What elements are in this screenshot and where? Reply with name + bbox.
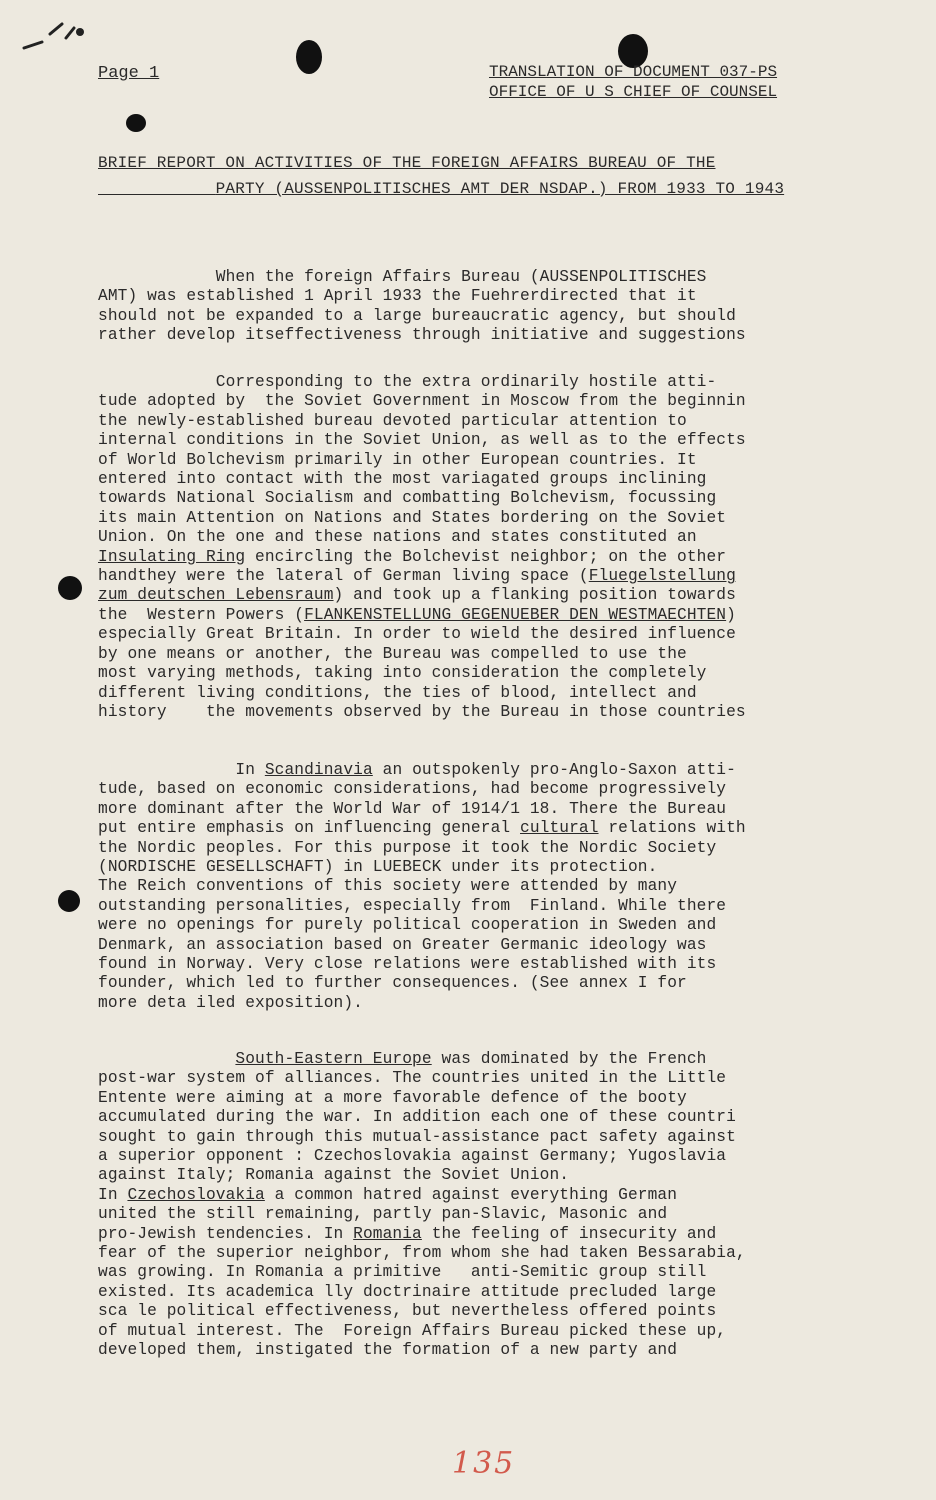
term-insulating-ring: Insulating Ring [98, 547, 246, 566]
punch-hole-top [296, 40, 322, 74]
paragraph-scandinavia [98, 761, 878, 1013]
punch-hole-left-middle [58, 576, 82, 600]
page-number-label: Page 1 [98, 64, 160, 83]
punch-hole-left-upper [126, 114, 146, 132]
paragraph-scandinavia-text-a: In [98, 761, 265, 779]
paragraph-see-text-d: the feeling of insecurity and fear of the superior neighbor, from whom she had taken Bessarabia, was growing. In Romania a primitive anti-Semitic group still existed. Its academica lly doctrinaire attitude precluded large sca le political effectiveness, but nevertheless offered points of mutual interest. The Foreign Affairs Bureau picked these up, developed them, instigated the formation of a new party and [98, 1224, 746, 1360]
report-title [98, 150, 888, 202]
term-romania: Romania [353, 1224, 422, 1243]
paragraph-scandinavia-text-b: an outspokenly pro-Anglo-Saxon atti- tude, based on economic considerations, had become progressively more dominant after the World War of 1914/1 18. There the Bureau put entire emphasis on influencing general [98, 761, 736, 838]
title-line-2: PARTY (AUSSENPOLITISCHES AMT DER NSDAP.) FROM 1933 TO 1943 [215, 180, 785, 198]
paragraph-soviet-text-b: encircling the Bolchevist neighbor; on the other handthey were the lateral of German living space ( [98, 547, 727, 586]
term-lebensraum: zum deutschen Lebensraum [98, 586, 334, 605]
document-translation-line: TRANSLATION OF DOCUMENT 037-PS [489, 63, 778, 81]
term-south-eastern-europe: South-Eastern Europe [235, 1050, 432, 1068]
pen-scribble-mark [20, 18, 90, 58]
office-line: OFFICE OF U S CHIEF OF COUNSEL [489, 83, 778, 101]
paragraph-see-indent [98, 1050, 235, 1068]
term-flankenstellung: FLANKENSTELLUNG GEGENUEBER DEN WESTMAECHTEN [304, 605, 727, 624]
punch-hole-left-lower [58, 890, 80, 912]
paragraph-soviet-policy [98, 373, 878, 722]
title-line-1: BRIEF REPORT ON ACTIVITIES OF THE FOREIGN AFFAIRS BUREAU OF THE [98, 154, 716, 172]
term-scandinavia: Scandinavia [264, 761, 373, 779]
paragraph-see-text-b: was dominated by the French post-war system of alliances. The countries united in the Little Entente were aiming at a more favorable defence of the booty accumulated during the war. In addition each one of these countri sought to gain through this mutual-assistance pact safety against a superior opponent : Czechoslovakia against Germany; Yugoslavia against Italy; Romania against the Soviet Union. In [98, 1050, 736, 1204]
paragraph-scandinavia-text-c: relations with the Nordic peoples. For this purpose it took the Nordic Society (NORDISCHE GESELLSCHAFT) in LUEBECK under its protection. The Reich conventions of this society were attended by many outstanding personalities, especially from Finland. While there were no openings for purely political cooperation in Sweden and Denmark, an association based on Greater Germanic ideology was found in Norway. Very close relations were established with its founder, which led to further consequences. (See annex I for more deta iled exposition). [98, 819, 746, 1012]
paragraph-soviet-text-c: ) and took up a flanking position towards the Western Powers ( [98, 586, 736, 624]
paragraph-see-text-c: a common hatred against everything German united the still remaining, partly pan-Slavic, Masonic and pro-Jewish tendencies. In [98, 1185, 678, 1243]
handwritten-page-number: 135 [452, 1446, 516, 1481]
paragraph-establishment: When the foreign Affairs Bureau (AUSSENPOLITISCHES AMT) was established 1 April 1933 the Fuehrerdirected that it should not be expanded to a large bureaucratic agency, but should rather develop itseffectiveness through initiative and suggestions [98, 268, 746, 345]
document-reference [489, 62, 777, 102]
paragraph-soviet-text-d: ) especially Great Britain. In order to wield the desired influence by one means or another, the Bureau was compelled to use the most varying methods, taking into consideration the completely different living conditions, the ties of blood, intellect and history the movements observed by the Bureau in those countries [98, 605, 746, 721]
term-fluegelstellung: Fluegelstellung [588, 567, 736, 586]
term-cultural: cultural [520, 819, 599, 838]
paragraph-soviet-text-a: Corresponding to the extra ordinarily hostile atti- tude adopted by the Soviet Government in Moscow from the beginnin the newly-established bureau devoted particular attention to internal conditions in the Soviet Union, as well as to the effects of World Bolchevism primarily in other European countries. It entered into contact with the most variagated groups inclining towards National Socialism and combatting Bolchevism, focussing its main Attention on Nations and States bordering on the Soviet Union. On the one and these nations and states constituted an [98, 373, 746, 547]
paragraph-south-eastern-europe [98, 1050, 878, 1361]
term-czechoslovakia: Czechoslovakia [127, 1185, 265, 1204]
